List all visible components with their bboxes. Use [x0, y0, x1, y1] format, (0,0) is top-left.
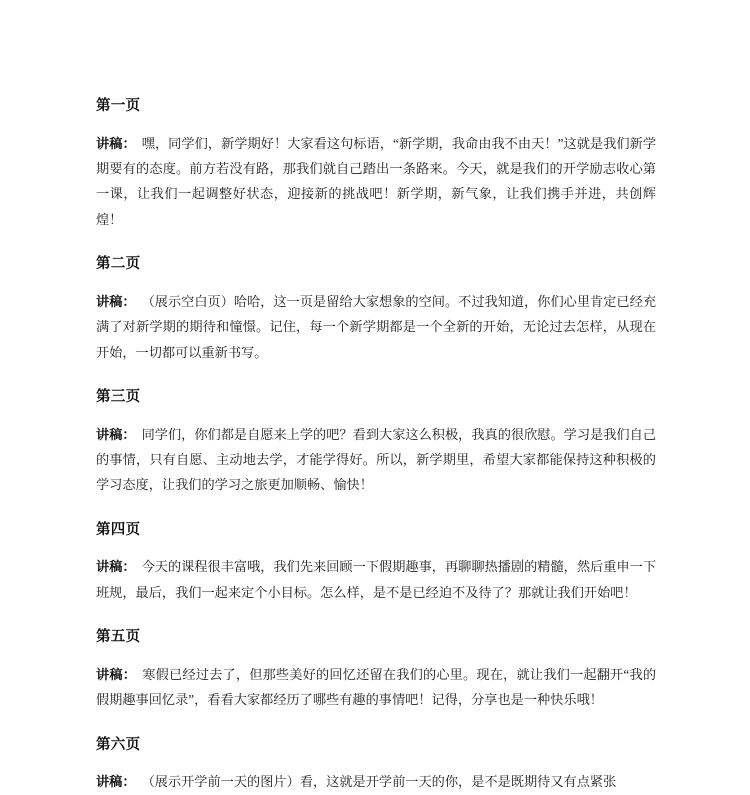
- document-section: [96, 520, 656, 605]
- document-section: [96, 96, 656, 232]
- section-body: 今天的课程很丰富哦，我们先来回顾一下假期趣事，再聊聊热播剧的精髓，然后重申一下班规，最后，我们一起来定个小目标。怎么样，是不是已经迫不及待了？那就让我们开始吧！: [96, 559, 657, 600]
- section-paragraph: [96, 289, 656, 365]
- speech-label: 讲稿：: [96, 666, 137, 682]
- section-heading: 第一页: [96, 98, 141, 114]
- speech-label: 讲稿：: [96, 135, 136, 151]
- speech-label: 讲稿：: [96, 774, 136, 790]
- section-heading: 第六页: [96, 736, 141, 753]
- section-body: 同学们，你们都是自愿来上学的吧？看到大家这么积极，我真的很欣慰。学习是我们自己的事情，只有自愿、主动地去学，才能学得好。所以，新学期里，希望大家都能保持这种积极的学习态度，让我们的学习之旅更加顺畅、愉快！: [96, 426, 657, 493]
- section-paragraph: [96, 422, 656, 498]
- section-paragraph: [96, 769, 656, 794]
- section-heading: 第五页: [96, 629, 141, 646]
- section-paragraph: [96, 554, 656, 605]
- speech-label: 讲稿：: [96, 426, 136, 442]
- section-body: （展示开学前一天的图片）看，这就是开学前一天的你，是不是既期待又有点紧张: [141, 774, 617, 790]
- speech-label: 讲稿：: [96, 293, 136, 309]
- section-heading: 第二页: [96, 256, 141, 273]
- document-section: [96, 627, 656, 712]
- section-paragraph: [96, 662, 656, 713]
- document-section: [96, 387, 656, 498]
- section-heading: 第三页: [96, 388, 141, 405]
- section-body: （展示空白页）哈哈，这一页是留给大家想象的空间。不过我知道，你们心里肯定已经充满了对新学期的期待和憧憬。记住，每一个新学期都是一个全新的开始，无论过去怎样，从现在开始，一切都可以重新书写。: [96, 293, 657, 360]
- document-section: [96, 254, 656, 365]
- speech-label: 讲稿：: [96, 559, 136, 575]
- section-body: 寒假已经过去了，但那些美好的回忆还留在我们的心里。现在，就让我们一起翻开“我的假期趣事回忆录”，看看大家都经历了哪些有趣的事情吧！记得，分享也是一种快乐哦！: [96, 666, 657, 708]
- section-body: 嘿，同学们，新学期好！大家看这句标语，“新学期，我命由我不由天！”这就是我们新学期要有的态度。前方若没有路，那我们就自己踏出一条路来。今天，就是我们的开学励志收心第一课，让我们一起调整好状态，迎接新的挑战吧！新学期，新气象，让我们携手并进，共创辉煌！: [96, 135, 657, 227]
- section-paragraph: [96, 131, 656, 232]
- section-heading: 第四页: [96, 521, 141, 538]
